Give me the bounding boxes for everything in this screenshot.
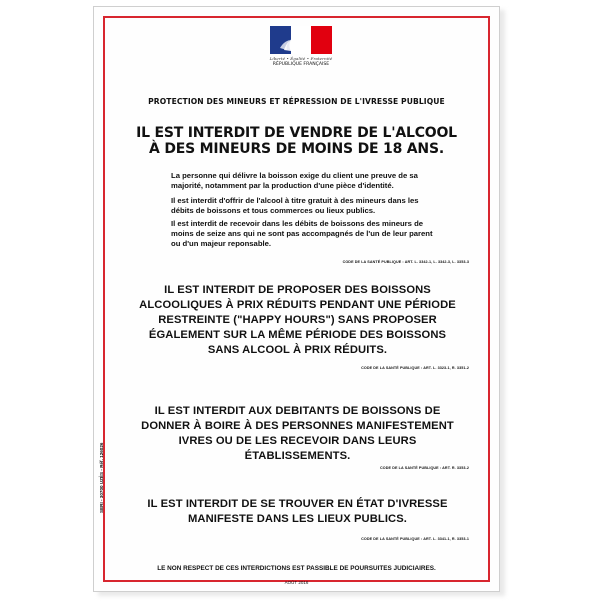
- publication-date: AOÛT 2016: [284, 580, 309, 585]
- marianne-flag-icon: [270, 26, 332, 54]
- legal-notice-poster: [93, 6, 500, 592]
- legal-reference-2: CODE DE LA SANTÉ PUBLIQUE : ART. L. 3323-1, R. 3351-2: [361, 366, 469, 370]
- paragraph-free-alcohol: Il est interdit d'offrir de l'alcool à titre gratuit à des mineurs dans les débits de boissons et tous commerces ou lieux publics.: [171, 196, 419, 216]
- poster-subtitle: PROTECTION DES MINEURS ET RÉPRESSION DE L'IVRESSE PUBLIQUE: [148, 97, 445, 106]
- heading-happy-hours: IL EST INTERDIT DE PROPOSER DES BOISSONS ALCOOLIQUES À PRIX RÉDUITS PENDANT UNE PÉRIODE RESTREINTE ("HAPPY HOURS") SANS PROPOSER ÉGALEMENT SUR LA MÊME PÉRIODE DES BOISSONS SANS ALCOOL À PRIX RÉDUITS.: [139, 284, 456, 356]
- legal-reference-4: CODE DE LA SANTÉ PUBLIQUE : ART. L. 3341-1, R. 3353-1: [361, 537, 469, 541]
- marianne-logo: [267, 26, 335, 78]
- printer-reference: SERI - 30700 UZÈS - Réf. 126026: [99, 442, 104, 513]
- footer-warning: LE NON RESPECT DE CES INTERDICTIONS EST PASSIBLE DE POURSUITES JUDICIAIRES.: [157, 565, 436, 572]
- heading-intoxicated-customers: IL EST INTERDIT AUX DEBITANTS DE BOISSONS DE DONNER À BOIRE À DES PERSONNES MANIFESTEMENT IVRES OU DE LES RECEVOIR DANS LEURS ÉTABLISSEMENTS.: [141, 405, 454, 462]
- main-title-line-1: IL EST INTERDIT DE VENDRE DE L'ALCOOL: [136, 125, 457, 141]
- main-title: [94, 126, 499, 158]
- heading-public-drunkenness: IL EST INTERDIT DE SE TROUVER EN ÉTAT D'IVRESSE MANIFESTE DANS LES LIEUX PUBLICS.: [147, 498, 448, 525]
- legal-reference-3: CODE DE LA SANTÉ PUBLIQUE : ART. R. 3353-2: [380, 466, 469, 470]
- main-title-line-2: À DES MINEURS DE MOINS DE 18 ANS.: [149, 140, 444, 157]
- republique-francaise-label: RÉPUBLIQUE FRANÇAISE: [272, 62, 330, 67]
- paragraph-proof-of-age: La personne qui délivre la boisson exige du client une preuve de sa majorité, notamment par la production d'une pièce d'identité.: [171, 171, 418, 191]
- legal-reference-1: CODE DE LA SANTÉ PUBLIQUE : ART. L. 3342-1, L. 3342-3, L. 3353-3: [342, 260, 469, 264]
- paragraph-minors-under-16: Il est interdit de recevoir dans les débits de boissons des mineurs de moins de seize ans qui ne sont pas accompagnés de l'un de leur parent ou d'un majeur reponsable.: [171, 219, 433, 249]
- republic-motto: Liberté • Égalité • Fraternité: [269, 56, 333, 61]
